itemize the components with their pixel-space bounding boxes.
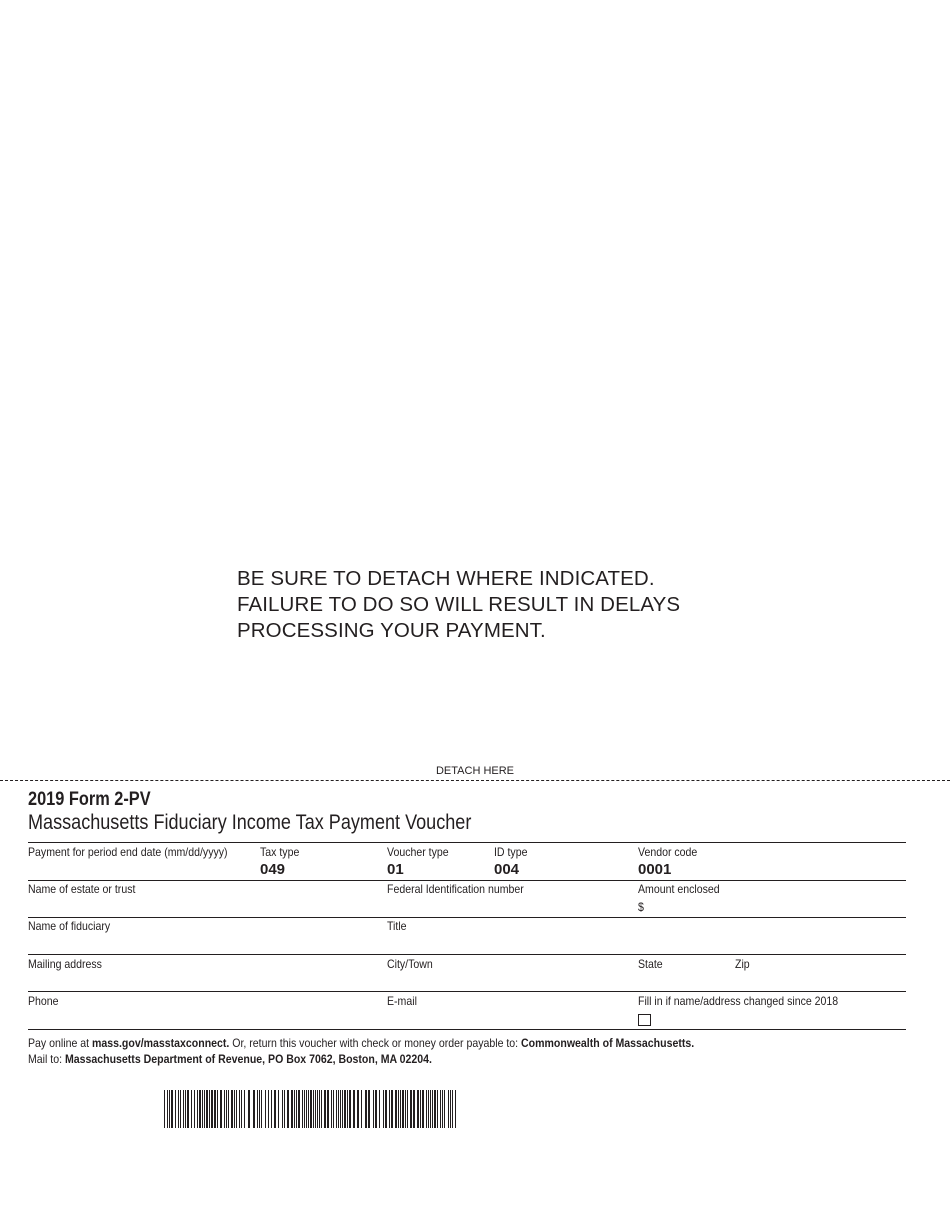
state-field[interactable]: State bbox=[638, 957, 663, 971]
barcode-bar bbox=[209, 1090, 210, 1128]
barcode-bar bbox=[391, 1090, 393, 1128]
barcode-bar bbox=[400, 1090, 401, 1128]
barcode-bar bbox=[236, 1090, 237, 1128]
barcode-bar bbox=[306, 1090, 307, 1128]
id-type-value: 004 bbox=[494, 861, 520, 878]
barcode-bar bbox=[428, 1090, 429, 1128]
barcode-bar bbox=[430, 1090, 431, 1128]
barcode-bar bbox=[197, 1090, 198, 1128]
barcode-bar bbox=[278, 1090, 279, 1128]
barcode-bar bbox=[268, 1090, 269, 1128]
barcode-bar bbox=[310, 1090, 312, 1128]
barcode-bar bbox=[261, 1090, 262, 1128]
email-field[interactable]: E-mail bbox=[387, 994, 417, 1008]
barcode-bar bbox=[319, 1090, 320, 1128]
payee-name: Commonwealth of Massachusetts. bbox=[521, 1036, 695, 1050]
vendor-code-label: Vendor code bbox=[638, 845, 698, 859]
barcode-bar bbox=[389, 1090, 390, 1128]
barcode-bar bbox=[169, 1090, 170, 1128]
barcode-bar bbox=[164, 1090, 165, 1128]
barcode-bar bbox=[234, 1090, 235, 1128]
address-changed-label: Fill in if name/address changed since 2018 bbox=[638, 994, 839, 1008]
barcode-bar bbox=[437, 1090, 438, 1128]
barcode-bar bbox=[417, 1090, 419, 1128]
detach-here-label: DETACH HERE bbox=[435, 765, 515, 777]
barcode-bar bbox=[375, 1090, 377, 1128]
amount-enclosed-field[interactable]: Amount enclosed bbox=[638, 882, 720, 896]
warning-line-2: FAILURE TO DO SO WILL RESULT IN DELAYS bbox=[237, 593, 681, 616]
barcode-bar bbox=[253, 1090, 255, 1128]
pay-online-url: mass.gov/masstaxconnect. bbox=[91, 1036, 230, 1050]
barcode-bar bbox=[452, 1090, 453, 1128]
barcode-bar bbox=[353, 1090, 355, 1128]
barcode-bar bbox=[336, 1090, 337, 1128]
barcode-bar bbox=[239, 1090, 240, 1128]
barcode-bar bbox=[324, 1090, 326, 1128]
mail-address: Massachusetts Department of Revenue, PO Box 7062, Boston, MA 02204. bbox=[64, 1052, 432, 1066]
barcode-bar bbox=[432, 1090, 433, 1128]
barcode-bar bbox=[304, 1090, 305, 1128]
barcode-bar bbox=[183, 1090, 184, 1128]
barcode-bar bbox=[315, 1090, 316, 1128]
barcode-bar bbox=[313, 1090, 314, 1128]
barcode-bar bbox=[204, 1090, 205, 1128]
payment-instructions bbox=[28, 1036, 694, 1050]
barcode-bar bbox=[259, 1090, 260, 1128]
barcode-bar bbox=[214, 1090, 216, 1128]
barcode-bar bbox=[317, 1090, 318, 1128]
barcode-bar bbox=[294, 1090, 295, 1128]
tax-type-value: 049 bbox=[260, 861, 286, 878]
barcode-bar bbox=[241, 1090, 242, 1128]
barcode-bar bbox=[402, 1090, 404, 1128]
barcode-bar bbox=[405, 1090, 406, 1128]
barcode-bar bbox=[265, 1090, 266, 1128]
barcode-bar bbox=[347, 1090, 348, 1128]
barcode-bar bbox=[395, 1090, 397, 1128]
mailing-instructions bbox=[28, 1052, 432, 1066]
barcode-bar bbox=[244, 1090, 245, 1128]
estate-name-field[interactable]: Name of estate or trust bbox=[28, 882, 136, 896]
barcode-image bbox=[164, 1090, 460, 1128]
barcode-bar bbox=[248, 1090, 250, 1128]
barcode-bar bbox=[398, 1090, 399, 1128]
barcode-bar bbox=[217, 1090, 218, 1128]
barcode-bar bbox=[383, 1090, 384, 1128]
barcode-bar bbox=[296, 1090, 297, 1128]
pay-middle: Or, return this voucher with check or money order payable to: bbox=[229, 1036, 522, 1050]
barcode-bar bbox=[291, 1090, 293, 1128]
barcode-bar bbox=[202, 1090, 203, 1128]
barcode-bar bbox=[379, 1090, 380, 1128]
barcode-bar bbox=[420, 1090, 421, 1128]
barcode-bar bbox=[357, 1090, 359, 1128]
barcode-bar bbox=[180, 1090, 181, 1128]
barcode-bar bbox=[385, 1090, 387, 1128]
detach-dashed-line bbox=[0, 780, 950, 781]
barcode-bar bbox=[413, 1090, 415, 1128]
detach-warning bbox=[237, 566, 680, 644]
address-changed-checkbox[interactable] bbox=[638, 1014, 651, 1026]
period-end-date-field[interactable]: Payment for period end date (mm/dd/yyyy) bbox=[28, 845, 228, 859]
tax-type-label: Tax type bbox=[260, 845, 300, 859]
barcode-bar bbox=[185, 1090, 186, 1128]
row-divider bbox=[28, 1029, 906, 1030]
barcode-bar bbox=[410, 1090, 412, 1128]
barcode-bar bbox=[442, 1090, 443, 1128]
row-divider bbox=[28, 880, 906, 881]
barcode-bar bbox=[167, 1090, 168, 1128]
barcode-bar bbox=[426, 1090, 427, 1128]
voucher-type-label: Voucher type bbox=[387, 845, 449, 859]
barcode-bar bbox=[171, 1090, 173, 1128]
barcode-bar bbox=[333, 1090, 334, 1128]
barcode-bar bbox=[368, 1090, 370, 1128]
barcode-bar bbox=[342, 1090, 343, 1128]
mailing-address-field[interactable]: Mailing address bbox=[28, 957, 102, 971]
city-town-field[interactable]: City/Town bbox=[387, 957, 433, 971]
barcode-bar bbox=[361, 1090, 362, 1128]
barcode-bar bbox=[344, 1090, 346, 1128]
barcode-bar bbox=[194, 1090, 195, 1128]
barcode-bar bbox=[450, 1090, 451, 1128]
barcode-bar bbox=[448, 1090, 449, 1128]
barcode-bar bbox=[308, 1090, 309, 1128]
barcode-bar bbox=[187, 1090, 189, 1128]
barcode-bar bbox=[302, 1090, 303, 1128]
dollar-sign: $ bbox=[638, 900, 644, 914]
form-subtitle: Massachusetts Fiduciary Income Tax Payment Voucher bbox=[28, 811, 472, 834]
barcode-bar bbox=[422, 1090, 424, 1128]
barcode-bar bbox=[340, 1090, 341, 1128]
barcode-bar bbox=[434, 1090, 436, 1128]
pay-prefix: Pay online at bbox=[28, 1036, 92, 1050]
barcode-bar bbox=[373, 1090, 374, 1128]
barcode-bar bbox=[440, 1090, 441, 1128]
row-divider bbox=[28, 842, 906, 843]
barcode-bar bbox=[284, 1090, 285, 1128]
barcode-bar bbox=[220, 1090, 222, 1128]
barcode-bar bbox=[349, 1090, 351, 1128]
barcode-bar bbox=[199, 1090, 201, 1128]
barcode-bar bbox=[274, 1090, 276, 1128]
warning-line-3: PROCESSING YOUR PAYMENT. bbox=[237, 619, 546, 642]
barcode-bar bbox=[257, 1090, 258, 1128]
barcode-bar bbox=[365, 1090, 367, 1128]
vendor-code-value: 0001 bbox=[638, 861, 672, 878]
barcode-bar bbox=[231, 1090, 233, 1128]
barcode-bar bbox=[271, 1090, 272, 1128]
form-title: 2019 Form 2-PV bbox=[28, 789, 151, 810]
barcode-bar bbox=[178, 1090, 179, 1128]
fein-field[interactable]: Federal Identification number bbox=[387, 882, 524, 896]
title-field[interactable]: Title bbox=[387, 919, 407, 933]
barcode-bar bbox=[206, 1090, 208, 1128]
fiduciary-name-field[interactable]: Name of fiduciary bbox=[28, 919, 111, 933]
row-divider bbox=[28, 991, 906, 992]
phone-field[interactable]: Phone bbox=[28, 994, 59, 1008]
id-type-label: ID type bbox=[494, 845, 528, 859]
warning-line-1: BE SURE TO DETACH WHERE INDICATED. bbox=[237, 567, 655, 590]
barcode-bar bbox=[444, 1090, 445, 1128]
barcode-bar bbox=[224, 1090, 225, 1128]
zip-field[interactable]: Zip bbox=[735, 957, 750, 971]
barcode-bar bbox=[191, 1090, 192, 1128]
barcode-bar bbox=[407, 1090, 408, 1128]
barcode-bar bbox=[282, 1090, 283, 1128]
barcode-bar bbox=[298, 1090, 300, 1128]
barcode-bar bbox=[327, 1090, 329, 1128]
barcode-bar bbox=[338, 1090, 339, 1128]
barcode-bar bbox=[455, 1090, 456, 1128]
barcode-bar bbox=[321, 1090, 322, 1128]
barcode-bar bbox=[228, 1090, 229, 1128]
barcode-bar bbox=[211, 1090, 213, 1128]
barcode-bar bbox=[175, 1090, 176, 1128]
barcode-bar bbox=[287, 1090, 289, 1128]
row-divider bbox=[28, 917, 906, 918]
barcode-bar bbox=[226, 1090, 227, 1128]
mail-prefix: Mail to: bbox=[28, 1052, 65, 1066]
barcode-bar bbox=[331, 1090, 332, 1128]
row-divider bbox=[28, 954, 906, 955]
voucher-type-value: 01 bbox=[387, 861, 404, 878]
